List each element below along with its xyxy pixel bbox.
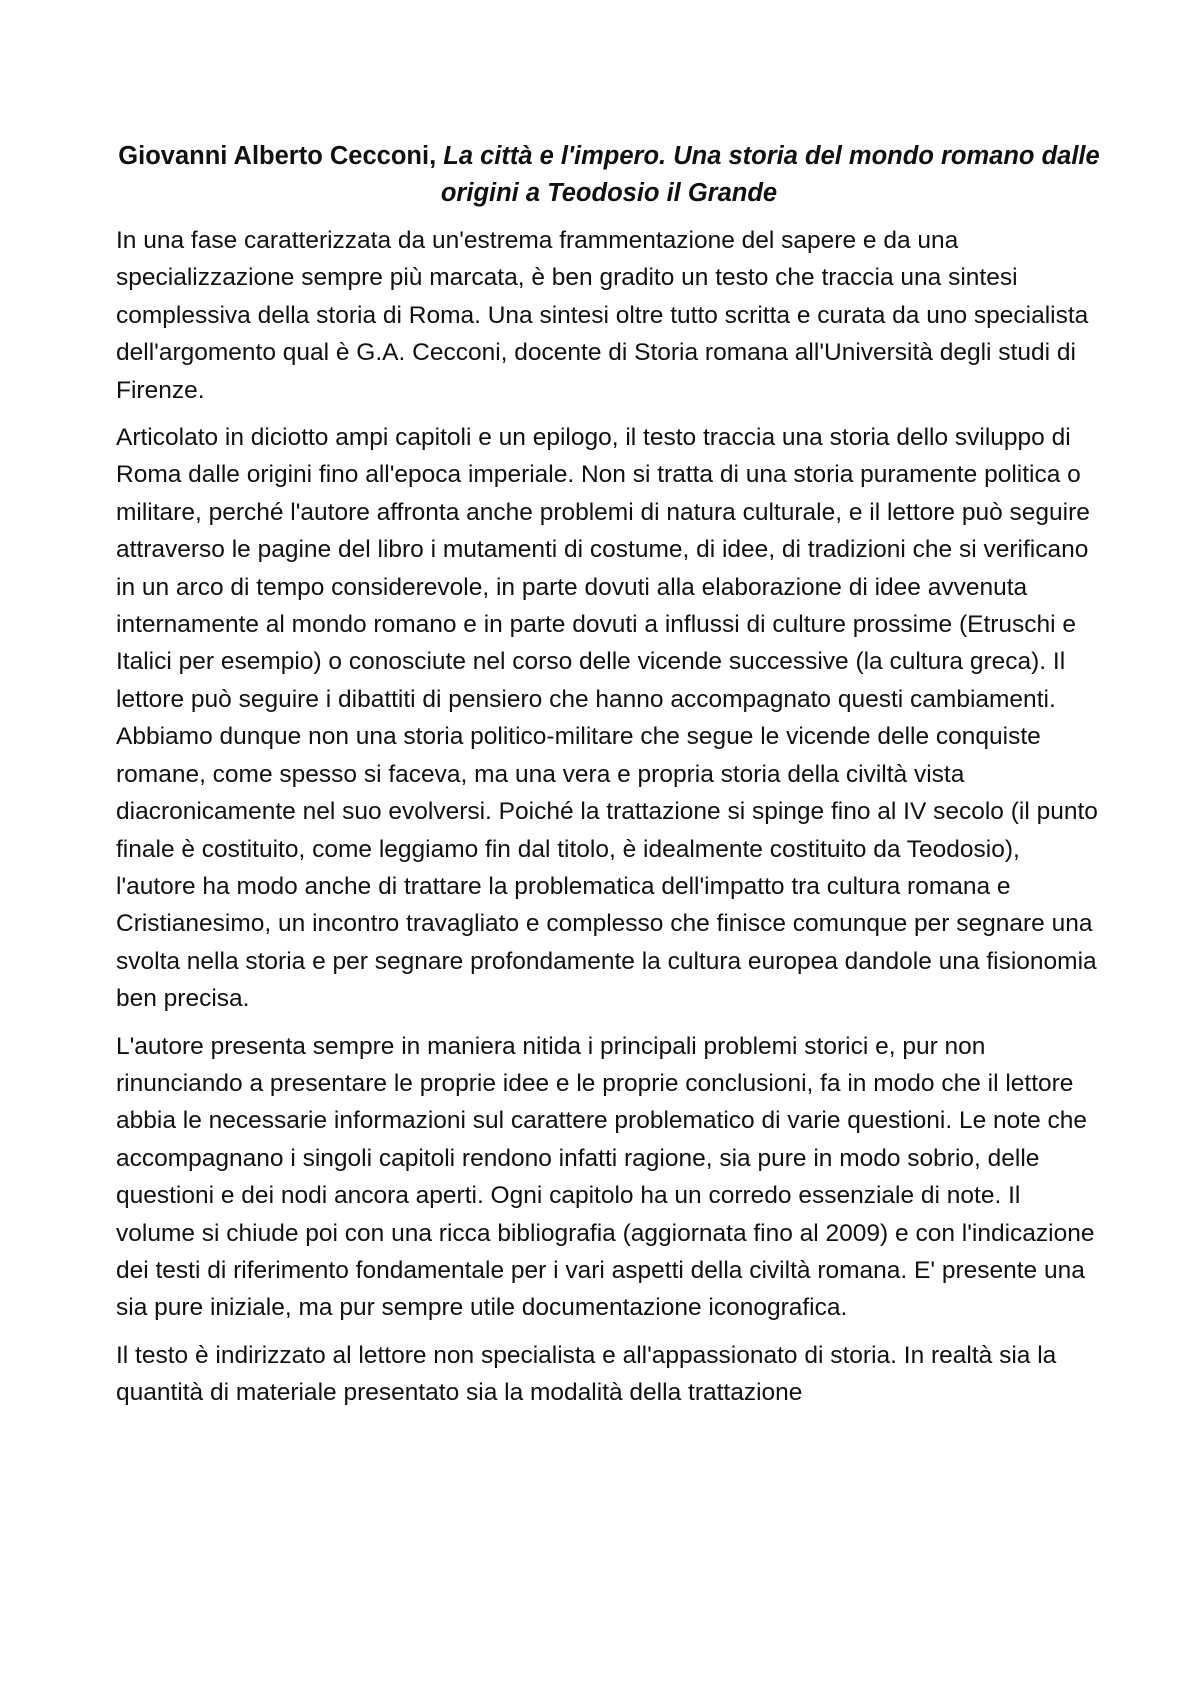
paragraph-audience: Il testo è indirizzato al lettore non specialista e all'appassionato di storia. In realtà sia la quantità di materiale presentato sia la modalità della trattazione	[116, 1341, 1057, 1407]
paragraph-intro: In una fase caratterizzata da un'estrema frammentazione del sapere e da una specializzazione sempre più marcata, è ben gradito un testo che traccia una sintesi complessiva della storia di Roma. Una sintesi oltre tutto scritta e curata da uno specialista dell'argomento qual è G.A. Cecconi, docente di Storia romana all'Università degli studi di Firenze.	[116, 227, 1089, 404]
document-title	[116, 138, 1102, 212]
paragraph-author-method: L'autore presenta sempre in maniera nitida i principali problemi storici e, pur non rinunciando a presentare le proprie idee e le proprie conclusioni, fa in modo che il lettore abbia le necessarie informazioni sul carattere problematico di varie questioni. Le note che accompagnano i singoli capitoli rendono infatti ragione, sia pure in modo sobrio, delle questioni e dei nodi ancora aperti. Ogni capitolo ha un corredo essenziale di note. Il volume si chiude poi con una ricca bibliografia (aggiornata fino al 2009) e con l'indicazione dei testi di riferimento fondamentale per i vari aspetti della civiltà romana. E' presente una sia pure iniziale, ma pur sempre utile documentazione iconografica.	[116, 1032, 1095, 1322]
title-book-name: La città e l'impero. Una storia del mondo romano dalle origini a Teodosio il Grande	[440, 142, 1100, 207]
paragraph-structure: Articolato in diciotto ampi capitoli e un epilogo, il testo traccia una storia dello sviluppo di Roma dalle origini fino all'epoca imperiale. Non si tratta di una storia puramente politica o militare, perché l'autore affronta anche problemi di natura culturale, e il lettore può seguire attraverso le pagine del libro i mutamenti di costume, di idee, di tradizioni che si verificano in un arco di tempo considerevole, in parte dovuti alla elaborazione di idee avvenuta internamente al mondo romano e in parte dovuti a influssi di culture prossime (Etruschi e Italici per esempio) o conosciute nel corso delle vicende successive (la cultura greca). Il lettore può seguire i dibattiti di pensiero che hanno accompagnato questi cambiamenti. Abbiamo dunque non una storia politico-militare che segue le vicende delle conquiste romane, come spesso si faceva, ma una vera e propria storia della civiltà vista diacronicamente nel suo evolversi. Poiché la trattazione si spinge fino al IV secolo (il punto finale è costituito, come leggiamo fin dal titolo, è idealmente costituito da Teodosio), l'autore ha modo anche di trattare la problematica dell'impatto tra cultura romana e Cristianesimo, un incontro travagliato e complesso che finisce comunque per segnare una svolta nella storia e per segnare profondamente la cultura europea dandole una fisionomia ben precisa.	[116, 424, 1098, 1013]
document-body	[116, 138, 1102, 1422]
title-author: Giovanni Alberto Cecconi,	[118, 142, 437, 170]
